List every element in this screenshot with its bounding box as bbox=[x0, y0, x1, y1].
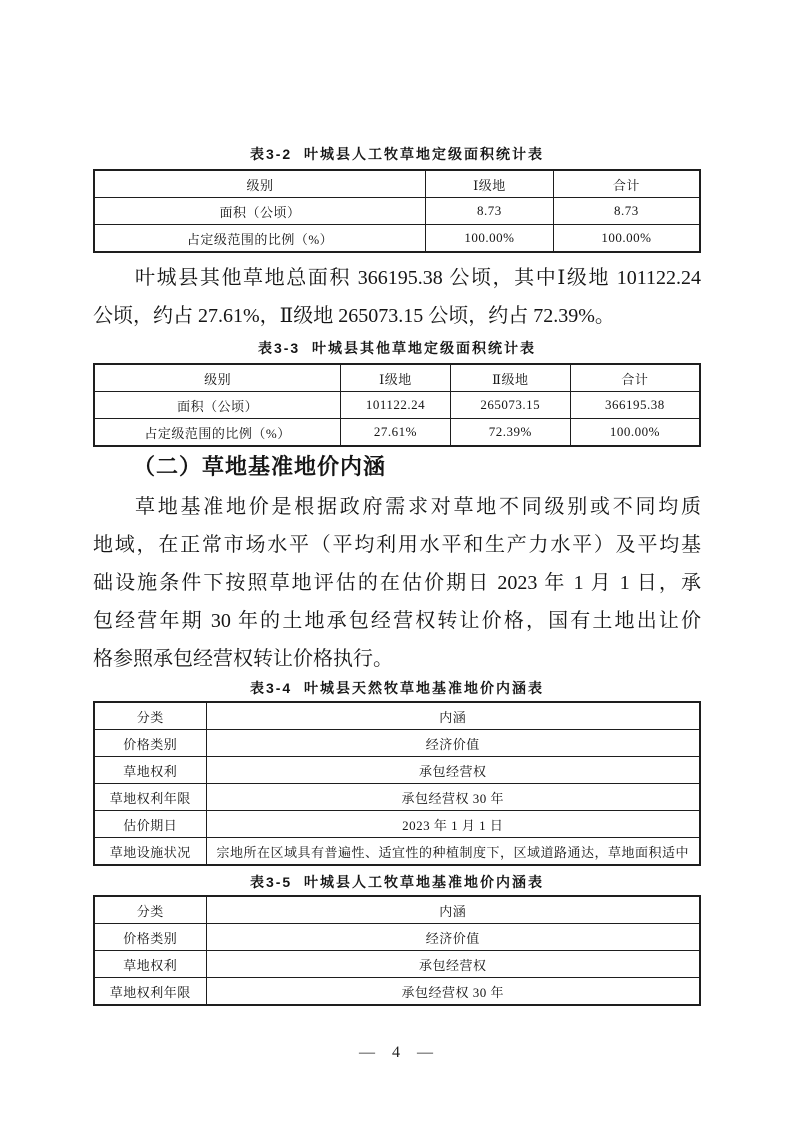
table-cell: 366195.38 bbox=[570, 392, 700, 419]
table-cell: 8.73 bbox=[425, 198, 553, 225]
table-row bbox=[94, 757, 700, 784]
table-row bbox=[94, 811, 700, 838]
header-cell: Ⅰ级地 bbox=[425, 170, 553, 198]
paragraph-benchmark-definition bbox=[93, 488, 701, 678]
table-cell: 承包经营权 30 年 bbox=[206, 978, 700, 1006]
page-footer bbox=[93, 1044, 701, 1062]
table-cell: 草地权利 bbox=[94, 757, 206, 784]
header-cell: 级别 bbox=[94, 364, 341, 392]
table-row bbox=[94, 392, 700, 419]
table-row bbox=[94, 730, 700, 757]
table-header-row bbox=[94, 170, 700, 198]
table-row bbox=[94, 951, 700, 978]
table-3-5-title: 表3-5 叶城县人工牧草地基准地价内涵表 bbox=[249, 874, 544, 890]
table-header-row bbox=[94, 896, 700, 924]
table-row bbox=[94, 225, 700, 253]
text-line: 地域，在正常市场水平（平均利用水平和生产力水平）及平均基 bbox=[93, 534, 701, 556]
table-header-row bbox=[94, 364, 700, 392]
table-cell: 承包经营权 30 年 bbox=[206, 784, 700, 811]
text-line: 草地基准地价是根据政府需求对草地不同级别或不同均质 bbox=[135, 496, 701, 518]
text-line: 格参照承包经营权转让价格执行。 bbox=[93, 648, 393, 670]
table-row bbox=[94, 784, 700, 811]
section-heading: （二）草地基准地价内涵 bbox=[133, 454, 387, 479]
table-row bbox=[94, 838, 700, 866]
table-cell: 经济价值 bbox=[206, 924, 700, 951]
header-cell: 分类 bbox=[94, 702, 206, 730]
table-cell: 经济价值 bbox=[206, 730, 700, 757]
table-cell: 100.00% bbox=[425, 225, 553, 253]
header-cell: Ⅰ级地 bbox=[341, 364, 451, 392]
table-row bbox=[94, 924, 700, 951]
table-3-3-title: 表3-3 叶城县其他草地定级面积统计表 bbox=[257, 340, 536, 356]
table-3-2 bbox=[93, 169, 701, 253]
header-cell: 内涵 bbox=[206, 896, 700, 924]
table-row bbox=[94, 198, 700, 225]
table-cell: 价格类别 bbox=[94, 730, 206, 757]
table-cell: 草地权利 bbox=[94, 951, 206, 978]
table-cell: 265073.15 bbox=[450, 392, 570, 419]
table-cell: 27.61% bbox=[341, 419, 451, 447]
table-cell: 101122.24 bbox=[341, 392, 451, 419]
table-cell: 承包经营权 bbox=[206, 951, 700, 978]
table-3-3 bbox=[93, 363, 701, 447]
header-cell: 分类 bbox=[94, 896, 206, 924]
text-line: 公顷，约占 27.61%，Ⅱ级地 265073.15 公顷，约占 72.39%。 bbox=[93, 305, 615, 327]
header-cell: 合计 bbox=[553, 170, 700, 198]
table-cell: 宗地所在区域具有普遍性、适宜性的种植制度下，区域道路通达，草地面积适中 bbox=[206, 838, 700, 866]
table-cell: 100.00% bbox=[570, 419, 700, 447]
table-header-row bbox=[94, 702, 700, 730]
text-line: 叶城县其他草地总面积 366195.38 公顷，其中Ⅰ级地 101122.24 bbox=[135, 267, 701, 289]
header-cell: 合计 bbox=[570, 364, 700, 392]
text-line: 础设施条件下按照草地评估的在估价期日 2023 年 1 月 1 日，承 bbox=[93, 572, 701, 594]
text-line: 包经营年期 30 年的土地承包经营权转让价格，国有土地出让价 bbox=[93, 610, 701, 632]
header-cell: Ⅱ级地 bbox=[450, 364, 570, 392]
table-cell: 承包经营权 bbox=[206, 757, 700, 784]
table-cell: 占定级范围的比例（%） bbox=[94, 419, 341, 447]
table-3-4-title: 表3-4 叶城县天然牧草地基准地价内涵表 bbox=[249, 680, 544, 696]
table-cell: 价格类别 bbox=[94, 924, 206, 951]
table-cell: 面积（公顷） bbox=[94, 198, 425, 225]
table-cell: 估价期日 bbox=[94, 811, 206, 838]
table-cell: 8.73 bbox=[553, 198, 700, 225]
table-3-5 bbox=[93, 895, 701, 1006]
table-3-4 bbox=[93, 701, 701, 866]
table-cell: 72.39% bbox=[450, 419, 570, 447]
table-cell: 100.00% bbox=[553, 225, 700, 253]
table-cell: 2023 年 1 月 1 日 bbox=[206, 811, 700, 838]
table-row bbox=[94, 419, 700, 447]
table-cell: 草地权利年限 bbox=[94, 784, 206, 811]
header-cell: 内涵 bbox=[206, 702, 700, 730]
table-cell: 草地设施状况 bbox=[94, 838, 206, 866]
table-cell: 占定级范围的比例（%） bbox=[94, 225, 425, 253]
table-cell: 草地权利年限 bbox=[94, 978, 206, 1006]
paragraph-other-grassland bbox=[93, 259, 701, 335]
header-cell: 级别 bbox=[94, 170, 425, 198]
table-3-2-title: 表3-2 叶城县人工牧草地定级面积统计表 bbox=[249, 146, 544, 162]
page-number: — 4 — bbox=[359, 1044, 435, 1061]
table-cell: 面积（公顷） bbox=[94, 392, 341, 419]
table-row bbox=[94, 978, 700, 1006]
